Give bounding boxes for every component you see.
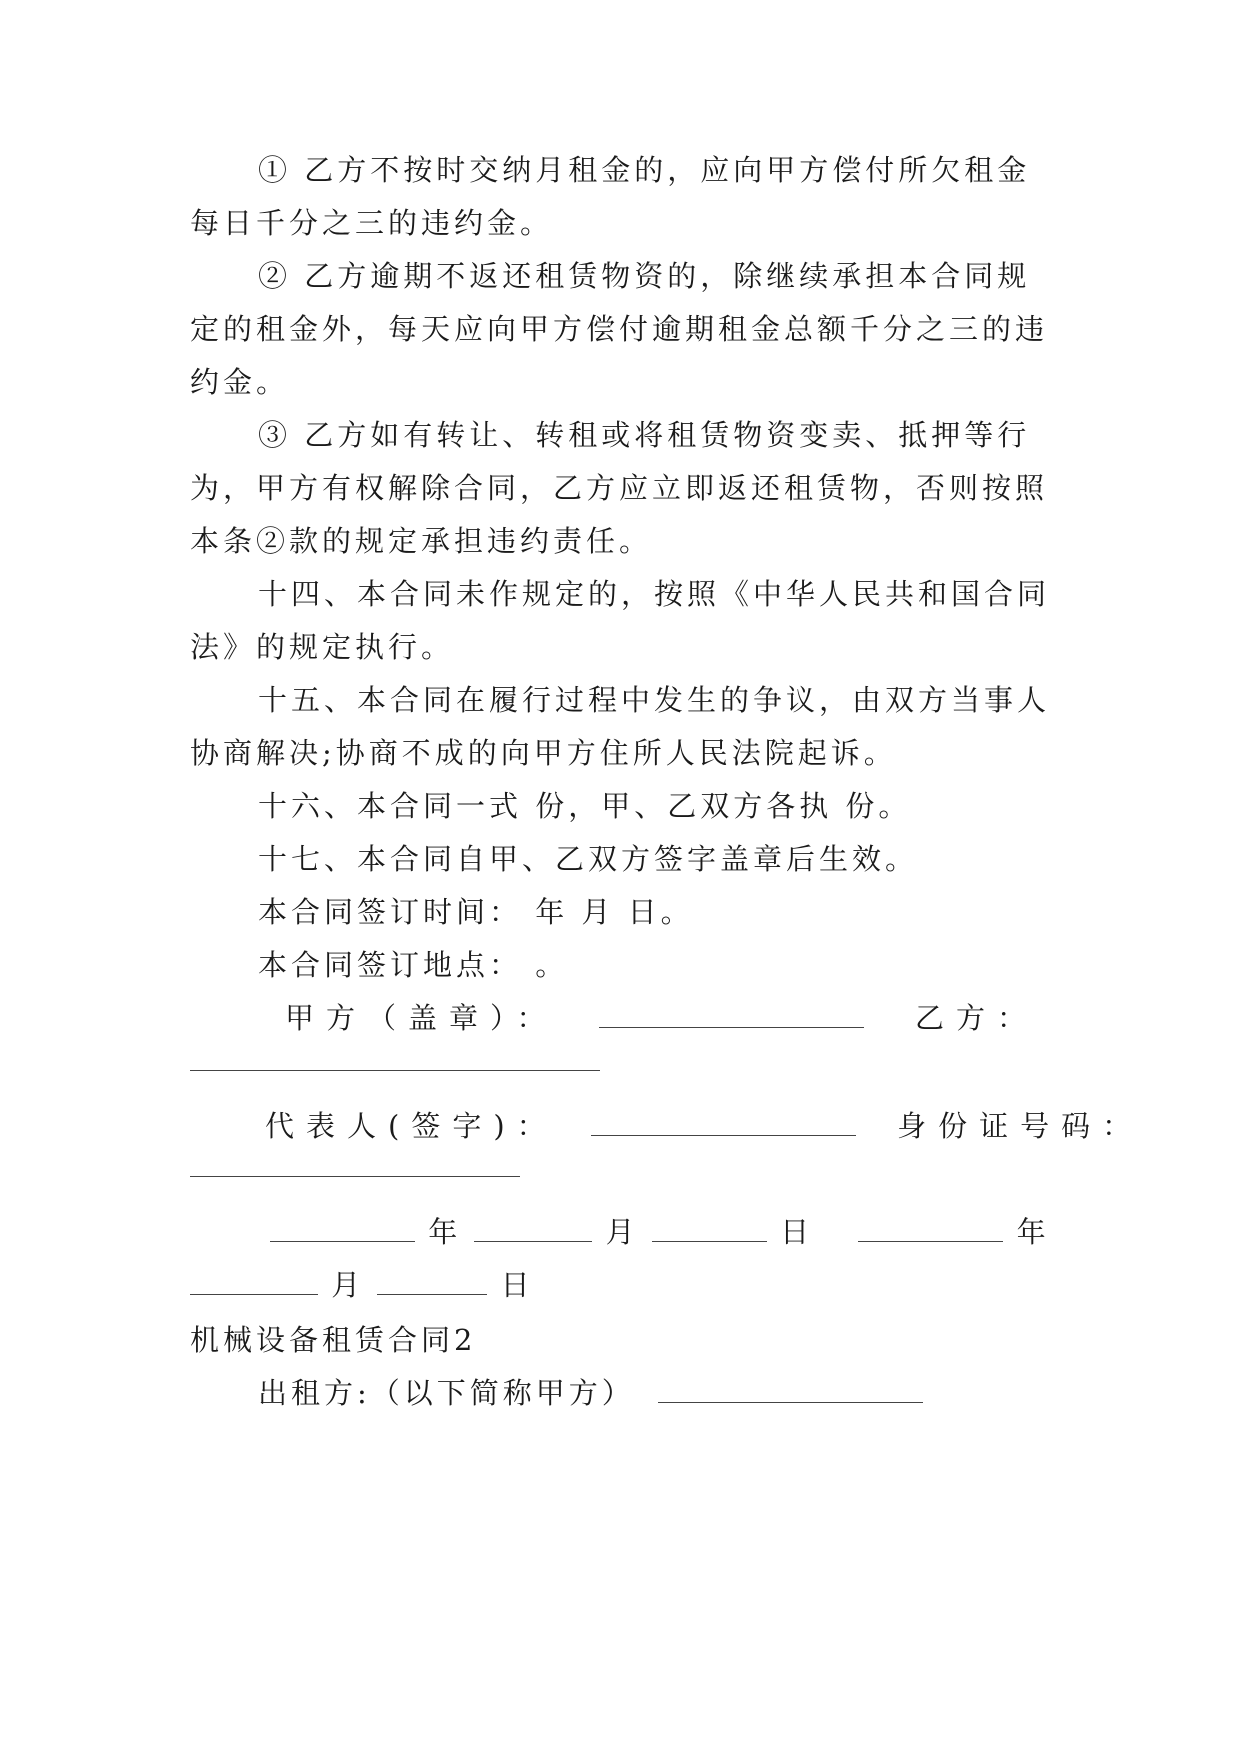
signature-row-representative [265,1106,1144,1146]
clause13-item3-line1: ③ 乙方如有转让、转租或将租赁物资变卖、抵押等行 [258,418,1031,452]
id-number-blank-row [190,1147,1050,1171]
date-a-day-label: 日 [780,1215,814,1249]
date-b-year-label: 年 [1016,1215,1050,1249]
clause13-item3-line3: 本条②款的规定承担违约责任。 [190,524,653,558]
date-a-month-label: 月 [605,1215,639,1249]
representative-label: 代表人(签字)： [265,1109,558,1143]
contract2-lessor-label: 出租方:（以下简称甲方） [258,1376,635,1410]
clause17: 十七、本合同自甲、乙双方签字盖章后生效。 [258,842,919,876]
clause13-item3-line2: 为，甲方有权解除合同，乙方应立即返还租赁物，否则按照 [190,471,1049,505]
party-b-blank[interactable] [190,1044,600,1071]
contract2-title: 机械设备租赁合同2 [190,1323,477,1357]
date-b-day-blank[interactable] [377,1268,487,1295]
sign-time: 本合同签订时间： 年 月 日。 [258,895,694,929]
party-b-label: 乙方： [914,1001,1038,1035]
date-a-day-blank[interactable] [652,1215,767,1242]
contract2-lessor-row [258,1373,1058,1413]
party-a-label: 甲方（盖章）： [285,1001,558,1035]
contract2-lessor-blank[interactable] [658,1376,923,1403]
clause14-line1: 十四、本合同未作规定的，按照《中华人民共和国合同 [258,577,1051,611]
clause13-item1-line2: 每日千分之三的违约金。 [190,206,554,240]
date-b-month-label: 月 [331,1268,365,1302]
id-number-label: 身份证号码： [897,1109,1144,1143]
id-number-blank[interactable] [190,1150,520,1177]
sign-place: 本合同签订地点： 。 [258,948,569,982]
signature-row-date [270,1212,1055,1252]
clause14-line2: 法》的规定执行。 [190,630,455,664]
clause15-line2: 协商解决;协商不成的向甲方住所人民法院起诉。 [190,736,897,770]
party-b-blank-row [190,1041,1050,1065]
clause15-line1: 十五、本合同在履行过程中发生的争议，由双方当事人 [258,683,1051,717]
clause13-item2-line1: ② 乙方逾期不返还租赁物资的，除继续承担本合同规 [258,259,1031,293]
date-a-year-blank[interactable] [270,1215,415,1242]
date-b-month-blank[interactable] [190,1268,318,1295]
date-a-month-blank[interactable] [474,1215,592,1242]
clause16: 十六、本合同一式 份，甲、乙双方各执 份。 [258,789,912,823]
clause13-item2-line3: 约金。 [190,365,290,399]
date-b-day-label: 日 [500,1268,534,1302]
party-a-blank[interactable] [599,1001,864,1028]
clause13-item2-line2: 定的租金外，每天应向甲方偿付逾期租金总额千分之三的违 [190,312,1049,346]
representative-blank[interactable] [591,1109,856,1136]
clause13-item1-line1: ① 乙方不按时交纳月租金的，应向甲方偿付所欠租金 [258,153,1031,187]
signature-row-party [285,998,1055,1038]
signature-row-date-continued [190,1265,1050,1305]
date-b-year-blank[interactable] [858,1215,1003,1242]
date-a-year-label: 年 [428,1215,462,1249]
